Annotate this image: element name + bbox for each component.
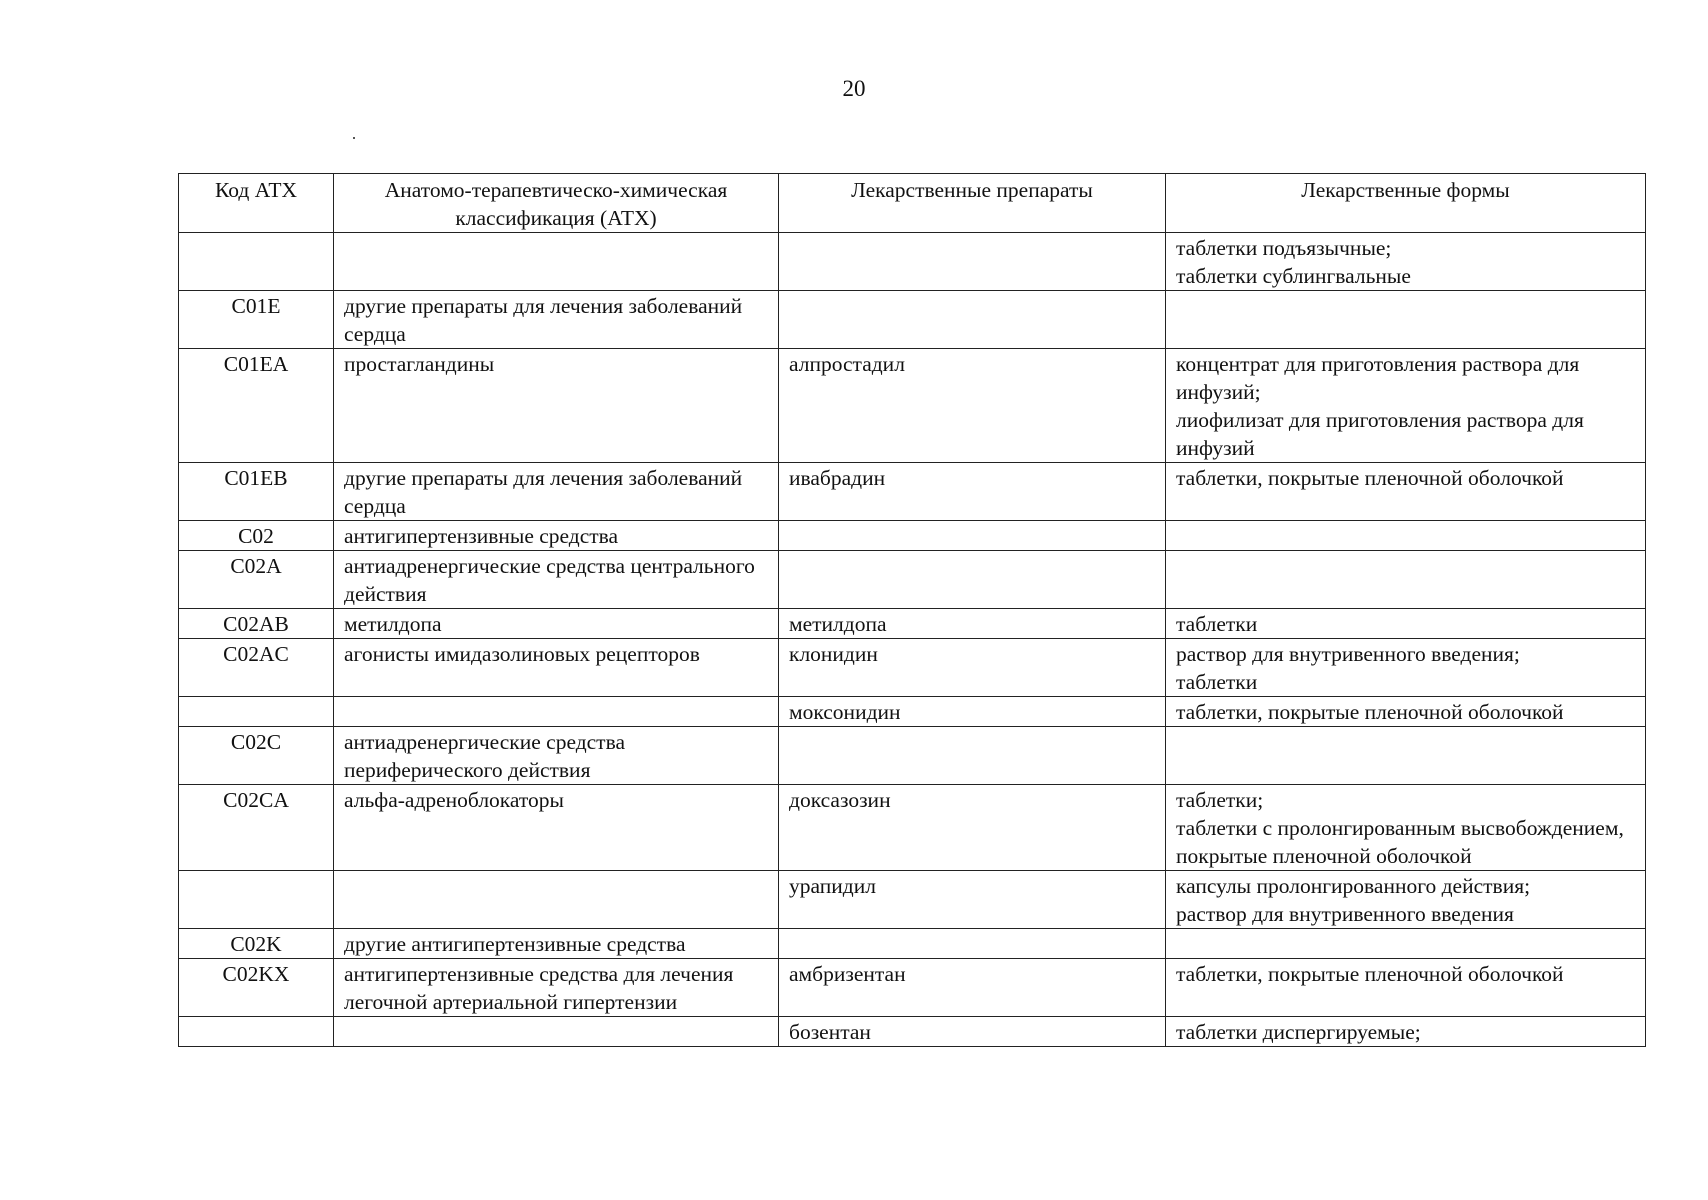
forms-cell <box>1166 463 1646 521</box>
form-line: таблетки, покрытые пленочной оболочкой <box>1176 700 1564 724</box>
header-row <box>179 174 1646 233</box>
forms-cell <box>1166 727 1646 785</box>
drug-cell <box>779 929 1166 959</box>
header-drugs: Лекарственные препараты <box>779 174 1166 233</box>
forms-cell <box>1166 959 1646 1017</box>
form-line: таблетки <box>1176 612 1258 636</box>
drug-cell <box>779 233 1166 291</box>
classification-cell <box>334 871 779 929</box>
form-line: капсулы пролонгированного действия; <box>1176 874 1531 898</box>
forms-cell <box>1166 697 1646 727</box>
table-body <box>179 233 1646 1047</box>
forms-cell <box>1166 233 1646 291</box>
atx-code-cell <box>179 697 334 727</box>
classification-cell: антиадренергические средства центрального действия <box>334 551 779 609</box>
table-row <box>179 609 1646 639</box>
page-number: 20 <box>842 76 866 101</box>
classification-cell: антигипертензивные средства <box>334 521 779 551</box>
classification-cell <box>334 697 779 727</box>
form-line: концентрат для приготовления раствора для инфузий; <box>1176 352 1580 404</box>
classification-cell <box>334 1017 779 1047</box>
scan-artifact <box>353 137 355 139</box>
form-line: раствор для внутривенного введения <box>1176 902 1514 926</box>
table-row <box>179 521 1646 551</box>
classification-cell: агонисты имидазолиновых рецепторов <box>334 639 779 697</box>
form-line: таблетки с пролонгированным высвобождением, покрытые пленочной оболочкой <box>1176 816 1624 868</box>
header-classification: Анатомо-терапевтическо-химическая классификация (АТХ) <box>334 174 779 233</box>
drug-cell: алпростадил <box>779 349 1166 463</box>
classification-cell: простагландины <box>334 349 779 463</box>
atx-code-cell: C01E <box>179 291 334 349</box>
forms-cell <box>1166 551 1646 609</box>
atx-code-cell: C02CA <box>179 785 334 871</box>
drug-cell: урапидил <box>779 871 1166 929</box>
classification-cell: альфа-адреноблокаторы <box>334 785 779 871</box>
classification-cell: другие препараты для лечения заболеваний сердца <box>334 291 779 349</box>
form-line: таблетки сублингвальные <box>1176 264 1411 288</box>
form-line: раствор для внутривенного введения; <box>1176 642 1520 666</box>
table-row <box>179 959 1646 1017</box>
atx-code-cell: C02K <box>179 929 334 959</box>
drug-cell: клонидин <box>779 639 1166 697</box>
classification-cell: антиадренергические средства периферического действия <box>334 727 779 785</box>
table-row <box>179 1017 1646 1047</box>
table-row <box>179 929 1646 959</box>
atx-code-cell <box>179 233 334 291</box>
form-line: лиофилизат для приготовления раствора для инфузий <box>1176 408 1584 460</box>
atx-code-cell: C02AB <box>179 609 334 639</box>
drug-cell <box>779 521 1166 551</box>
drug-cell: ивабрадин <box>779 463 1166 521</box>
table-header <box>179 174 1646 233</box>
table-row <box>179 463 1646 521</box>
forms-cell <box>1166 291 1646 349</box>
table-row <box>179 551 1646 609</box>
forms-cell <box>1166 521 1646 551</box>
classification-cell <box>334 233 779 291</box>
classification-cell: другие препараты для лечения заболеваний сердца <box>334 463 779 521</box>
forms-cell <box>1166 871 1646 929</box>
form-line: таблетки подъязычные; <box>1176 236 1392 260</box>
drug-cell <box>779 727 1166 785</box>
atx-code-cell: C02KX <box>179 959 334 1017</box>
drug-cell: моксонидин <box>779 697 1166 727</box>
atx-code-cell: C02 <box>179 521 334 551</box>
atx-code-cell: C02C <box>179 727 334 785</box>
table-row <box>179 349 1646 463</box>
form-line: таблетки, покрытые пленочной оболочкой <box>1176 962 1564 986</box>
forms-cell <box>1166 639 1646 697</box>
atx-table <box>178 173 1646 1047</box>
header-forms: Лекарственные формы <box>1166 174 1646 233</box>
table-row <box>179 727 1646 785</box>
drug-cell <box>779 551 1166 609</box>
classification-cell: метилдопа <box>334 609 779 639</box>
forms-cell <box>1166 349 1646 463</box>
forms-cell <box>1166 609 1646 639</box>
forms-cell <box>1166 785 1646 871</box>
drug-cell: бозентан <box>779 1017 1166 1047</box>
table-row <box>179 291 1646 349</box>
table-row <box>179 785 1646 871</box>
table-row <box>179 871 1646 929</box>
form-line: таблетки, покрытые пленочной оболочкой <box>1176 466 1564 490</box>
forms-cell <box>1166 1017 1646 1047</box>
atx-code-cell: C02A <box>179 551 334 609</box>
drug-cell: доксазозин <box>779 785 1166 871</box>
drug-cell: амбризентан <box>779 959 1166 1017</box>
form-line: таблетки диспергируемые; <box>1176 1020 1421 1044</box>
form-line: таблетки <box>1176 670 1258 694</box>
header-code: Код АТХ <box>179 174 334 233</box>
forms-cell <box>1166 929 1646 959</box>
atx-code-cell: C01EA <box>179 349 334 463</box>
classification-cell: антигипертензивные средства для лечения легочной артериальной гипертензии <box>334 959 779 1017</box>
drug-cell <box>779 291 1166 349</box>
classification-cell: другие антигипертензивные средства <box>334 929 779 959</box>
atx-code-cell: C02AC <box>179 639 334 697</box>
drug-cell: метилдопа <box>779 609 1166 639</box>
table-row <box>179 233 1646 291</box>
atx-code-cell <box>179 871 334 929</box>
table-row <box>179 639 1646 697</box>
form-line: таблетки; <box>1176 788 1264 812</box>
atx-code-cell: C01EB <box>179 463 334 521</box>
table-row <box>179 697 1646 727</box>
atx-code-cell <box>179 1017 334 1047</box>
